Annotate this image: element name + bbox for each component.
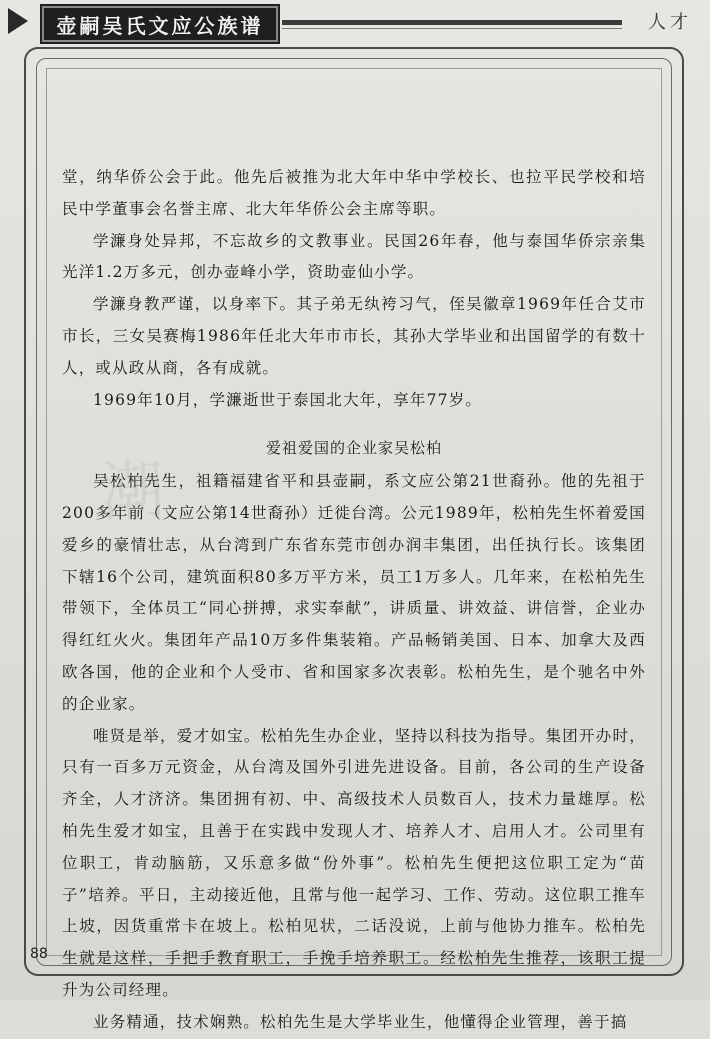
page-body: [62, 162, 646, 1039]
watermark: 潮: [98, 452, 187, 532]
paragraph: 堂，纳华侨公会于此。他先后被推为北大年中华中学校长、也拉平民学校和培民中学董事会名誉主席、北大年华侨公会主席等职。: [62, 168, 646, 218]
section-title: 爱祖爱国的企业家吴松柏: [265, 439, 442, 458]
header-rule-thin: [282, 28, 622, 29]
paragraph: 吴松柏先生，祖籍福建省平和县壶嗣，系文应公第21世裔孙。他的先祖于200多年前（文应公第14世裔孙）迁徙台湾。公元1989年，松柏先生怀着爱国爱乡的豪情壮志，从台湾到广东省东莞市创办润丰集团，出任执行长。该集团下辖16个公司，建筑面积80多万平方米，员工1万多人。几年来，在松柏先生带领下，全体员工“同心拼搏，求实奉献”，讲质量、讲效益、讲信誉，企业办得红红火火。集团年产品10万多件集装箱。产品畅销美国、日本、加拿大及西欧各国，他的企业和个人受市、省和国家多次表彰。松柏先生，是个驰名中外的企业家。: [62, 472, 646, 713]
header-rule: [282, 20, 622, 25]
header-triangle-icon: [8, 8, 28, 34]
page-number: 88: [30, 946, 48, 962]
paragraph: 学濂身教严谨，以身率下。其子弟无纨袴习气，侄吴徽章1969年任合艾市市长，三女吴赛梅1986年任北大年市市长，其孙大学毕业和出国留学的有数十人，或从政从商，各有成就。: [62, 295, 646, 377]
paragraph: 唯贤是举，爱才如宝。松柏先生办企业，坚持以科技为指导。集团开办时，只有一百多万元资金，从台湾及国外引进先进设备。目前，各公司的生产设备齐全，人才济济。集团拥有初、中、高级技术人员数百人，技术力量雄厚。松柏先生爱才如宝，且善于在实践中发现人才、培养人才、启用人才。公司里有位职工，肯动脑筋，又乐意多做“份外事”。松柏先生便把这位职工定为“苗子”培养。平日，主动接近他，且常与他一起学习、工作、劳动。这位职工推车上坡，因货重常卡在坡上。松柏见状，二话没说，上前与他协力推车。松柏先生就是这样，手把手教育职工，手挽手培养职工。经松柏先生推荐，该职工提升为公司经理。: [62, 726, 646, 999]
paragraph: 学濂身处异邦，不忘故乡的文教事业。民国26年春，他与泰国华侨宗亲集光洋1.2万多元，创办壶峰小学，资助壶仙小学。: [62, 231, 646, 282]
section-label: 人才: [648, 12, 692, 33]
paragraph: 业务精通，技术娴熟。松柏先生是大学毕业生，他懂得企业管理，善于搞: [93, 1012, 628, 1031]
paragraph: 1969年10月，学濂逝世于泰国北大年，享年77岁。: [93, 390, 483, 409]
book-title: 壶嗣吴氏文应公族谱: [42, 6, 278, 42]
